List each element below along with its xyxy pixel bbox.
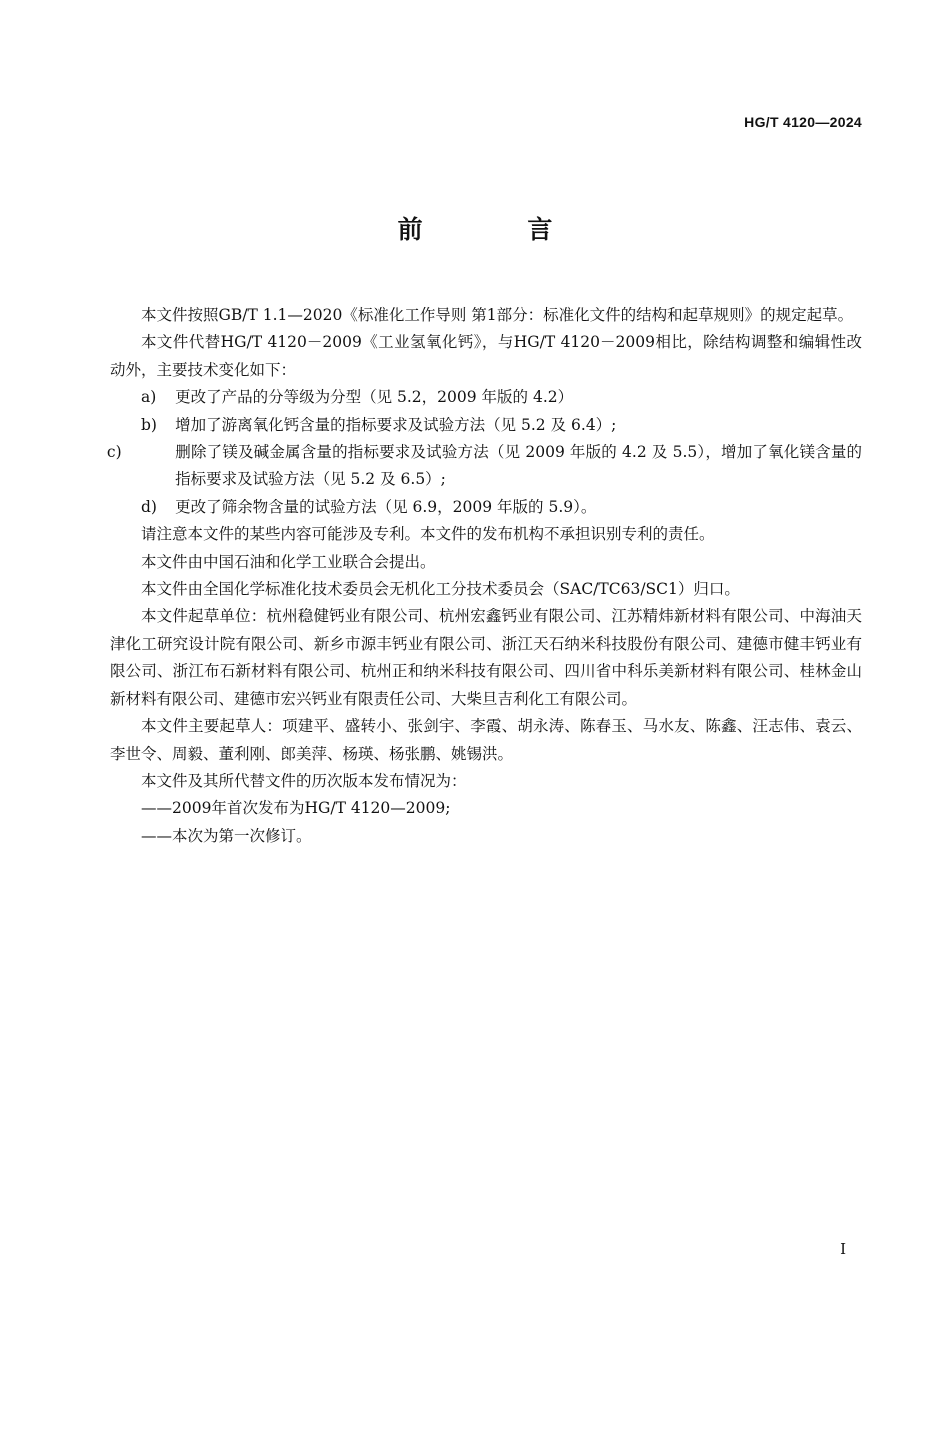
list-item <box>110 412 862 439</box>
history-item: ——本次为第一次修订。 <box>141 826 312 845</box>
list-item-label: c) <box>106 443 122 462</box>
list-item <box>106 439 862 494</box>
list-item-text: 增加了游离氧化钙含量的指标要求及试验方法（见 5.2 及 6.4）; <box>175 415 617 434</box>
paragraph-drafting-units: 本文件起草单位：杭州稳健钙业有限公司、杭州宏鑫钙业有限公司、江苏精炜新材料有限公司、中海油天津化工研究设计院有限公司、新乡市源丰钙业有限公司、浙江天石纳米科技股份有限公司、建德市健丰钙业有限公司、浙江布石新材料有限公司、杭州正和纳米科技有限公司、四川省中科乐美新材料有限公司、桂林金山新材料有限公司、建德市宏兴钙业有限责任公司、大柴旦吉利化工有限公司。 <box>110 607 862 708</box>
page-number: I <box>840 1240 846 1258</box>
paragraph-drafters: 本文件主要起草人：项建平、盛转小、张剑宇、李霞、胡永涛、陈春玉、马水友、陈鑫、汪志伟、袁云、李世令、周毅、董利刚、郎美萍、杨瑛、杨张鹏、姚锡洪。 <box>110 717 862 763</box>
paragraph-patent-notice: 请注意本文件的某些内容可能涉及专利。本文件的发布机构不承担识别专利的责任。 <box>141 525 715 544</box>
list-item <box>110 494 862 521</box>
list-item-text: 更改了筛余物含量的试验方法（见 6.9，2009 年版的 5.9）。 <box>175 497 597 516</box>
list-item-text: 更改了产品的分等级为分型（见 5.2，2009 年版的 4.2） <box>175 388 574 407</box>
list-item-label: a) <box>141 388 157 407</box>
paragraph-replacement: 本文件代替HG/T 4120－2009《工业氢氧化钙》，与HG/T 4120－2009相比，除结构调整和编辑性改动外，主要技术变化如下： <box>110 333 862 379</box>
list-item-label: b) <box>141 415 157 434</box>
foreword-body <box>106 302 862 850</box>
paragraph-version-history: 本文件及其所代替文件的历次版本发布情况为： <box>141 771 467 790</box>
history-item: ——2009年首次发布为HG/T 4120—2009; <box>141 799 451 818</box>
paragraph-committee: 本文件由全国化学标准化技术委员会无机化工分技术委员会（SAC/TC63/SC1）归口。 <box>141 580 740 599</box>
list-item <box>110 384 862 411</box>
list-item-text: 删除了镁及碱金属含量的指标要求及试验方法（见 2009 年版的 4.2 及 5.5），增加了氧化镁含量的指标要求及试验方法（见 5.2 及 6.5）; <box>175 443 862 489</box>
standard-code-header: HG/T 4120—2024 <box>744 114 862 130</box>
paragraph-drafting-rules: 本文件按照GB/T 1.1—2020《标准化工作导则 第1部分：标准化文件的结构和起草规则》的规定起草。 <box>141 306 854 324</box>
list-item-label: d) <box>141 497 157 516</box>
paragraph-proposer: 本文件由中国石油和化学工业联合会提出。 <box>141 552 436 571</box>
page-title: 前 言 <box>397 215 601 244</box>
